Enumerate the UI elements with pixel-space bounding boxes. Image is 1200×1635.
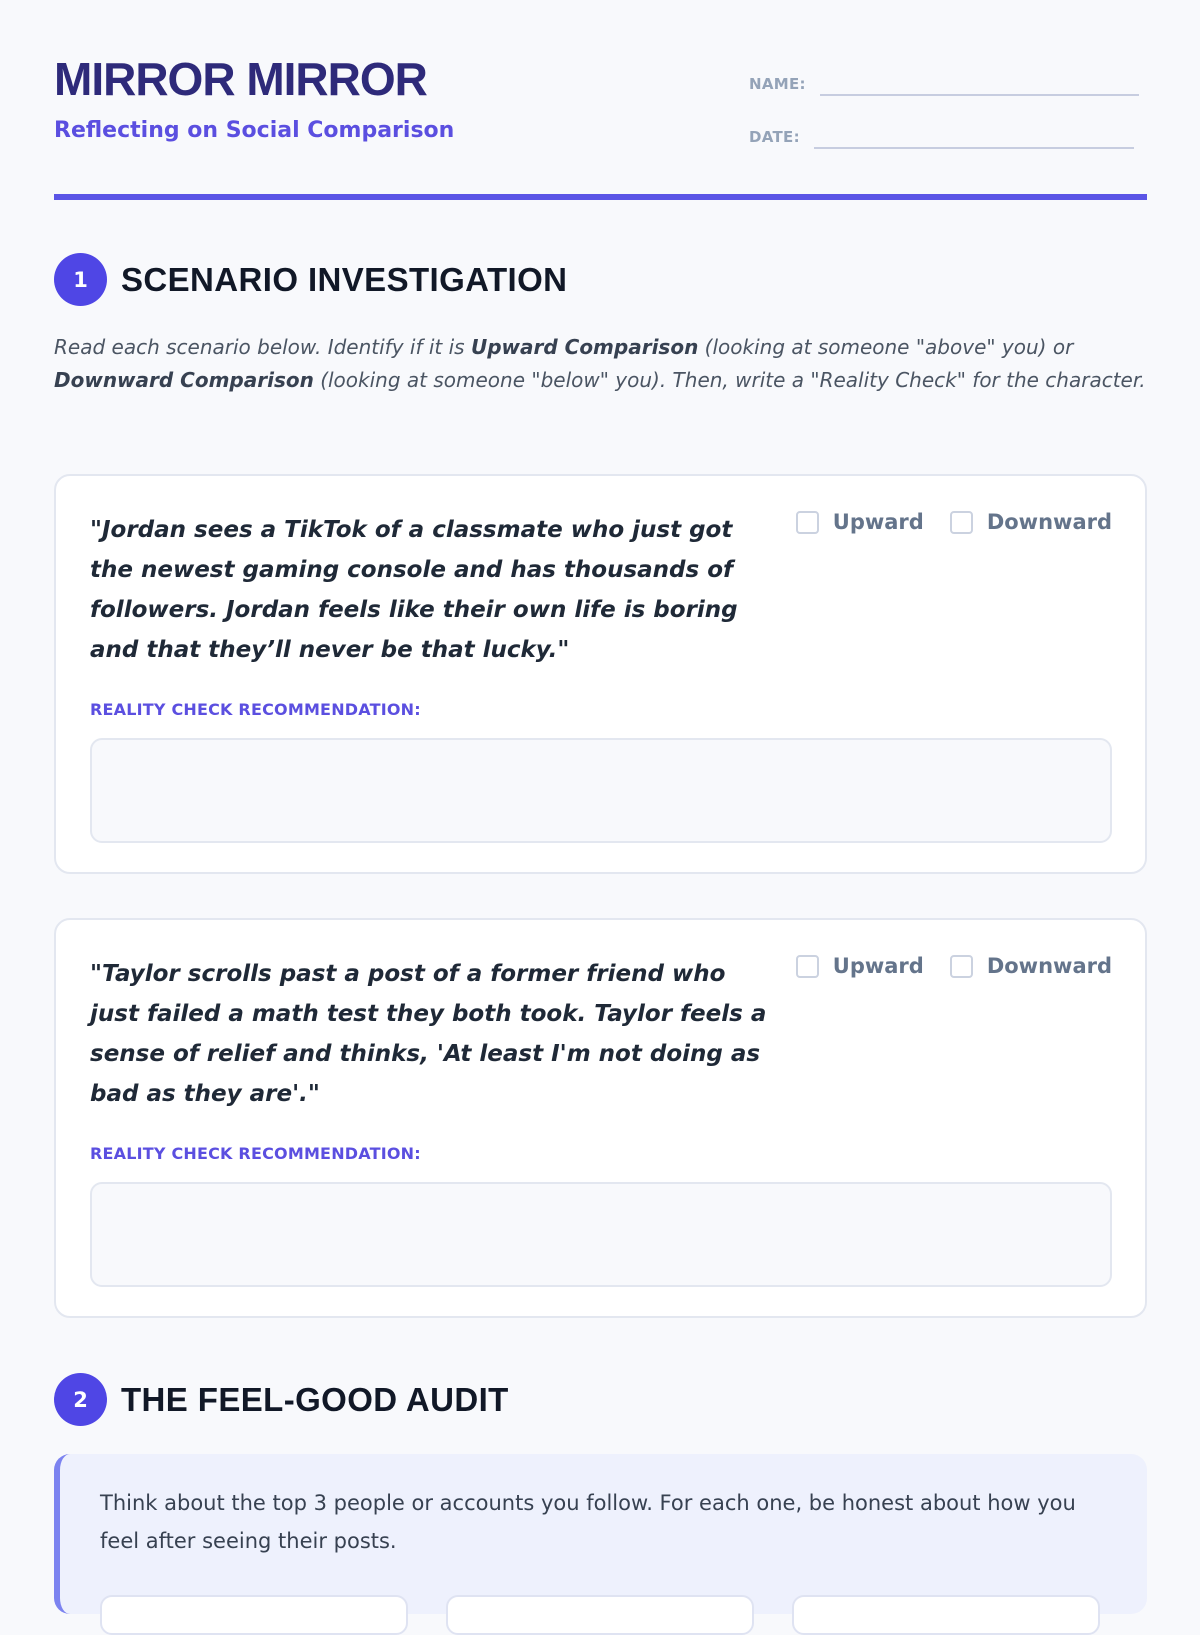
upward-checkbox[interactable]: [796, 511, 819, 534]
audit-instructions: Think about the top 3 people or accounts you follow. For each one, be honest about how you feel after seeing their posts.: [100, 1491, 1076, 1553]
section-2-heading: [54, 1373, 509, 1426]
downward-option[interactable]: [950, 954, 1112, 978]
downward-checkbox[interactable]: [950, 511, 973, 534]
scenario-card: [54, 918, 1147, 1318]
section-1-heading: [54, 253, 567, 306]
audit-entries: [100, 1595, 1138, 1635]
comparison-options: [770, 510, 1112, 534]
audit-entry-field[interactable]: [100, 1595, 408, 1635]
upward-label: Upward: [832, 510, 924, 534]
name-row: [749, 64, 1139, 96]
section-2-title: THE FEEL-GOOD AUDIT: [121, 1380, 509, 1418]
comparison-options: [770, 954, 1112, 978]
header-divider: [54, 194, 1147, 200]
upward-option[interactable]: [796, 510, 924, 534]
downward-checkbox[interactable]: [950, 955, 973, 978]
name-label: NAME:: [749, 75, 806, 93]
reality-check-label: REALITY CHECK RECOMMENDATION:: [90, 1144, 421, 1163]
reality-check-input[interactable]: [90, 738, 1112, 843]
scenario-text: "Taylor scrolls past a post of a former friend who just failed a math test they both took. Taylor feels a sense of relief and thinks, 'At least I'm not doing as bad as they are'.": [90, 961, 767, 1107]
instructions-text: (looking at someone "above" you) or: [698, 335, 1074, 359]
name-field[interactable]: [820, 64, 1139, 96]
downward-option[interactable]: [950, 510, 1112, 534]
downward-label: Downward: [986, 510, 1112, 534]
section-1-title: SCENARIO INVESTIGATION: [121, 260, 568, 298]
audit-entry-field[interactable]: [792, 1595, 1100, 1635]
date-row: [749, 117, 1134, 149]
scenario-text: "Jordan sees a TikTok of a classmate who just got the newest gaming console and has thousands of followers. Jordan feels like their own life is boring and that they’ll never be that lucky.": [90, 517, 738, 663]
date-label: DATE:: [749, 128, 800, 146]
scenario-card: [54, 474, 1147, 874]
instructions-upward-term: Upward Comparison: [470, 335, 699, 359]
reality-check-input[interactable]: [90, 1182, 1112, 1287]
upward-option[interactable]: [796, 954, 924, 978]
instructions-text: Read each scenario below. Identify if it is: [54, 335, 471, 359]
instructions-text: (looking at someone "below" you). Then, write a "Reality Check" for the character.: [313, 368, 1146, 392]
section-2-number-badge: 2: [54, 1373, 107, 1426]
upward-checkbox[interactable]: [796, 955, 819, 978]
section-1-instructions: [54, 331, 1147, 397]
feel-good-audit-panel: [54, 1454, 1147, 1614]
worksheet-page: [54, 0, 1147, 1553]
downward-label: Downward: [986, 954, 1112, 978]
upward-label: Upward: [832, 954, 924, 978]
section-1-number-badge: 1: [54, 253, 107, 306]
page-subtitle: Reflecting on Social Comparison: [54, 118, 455, 143]
reality-check-label: REALITY CHECK RECOMMENDATION:: [90, 700, 421, 719]
date-field[interactable]: [814, 117, 1134, 149]
instructions-downward-term: Downward Comparison: [54, 368, 314, 392]
worksheet-header: [54, 0, 1147, 200]
page-title: MIRROR MIRROR: [54, 53, 427, 105]
audit-entry-field[interactable]: [446, 1595, 754, 1635]
